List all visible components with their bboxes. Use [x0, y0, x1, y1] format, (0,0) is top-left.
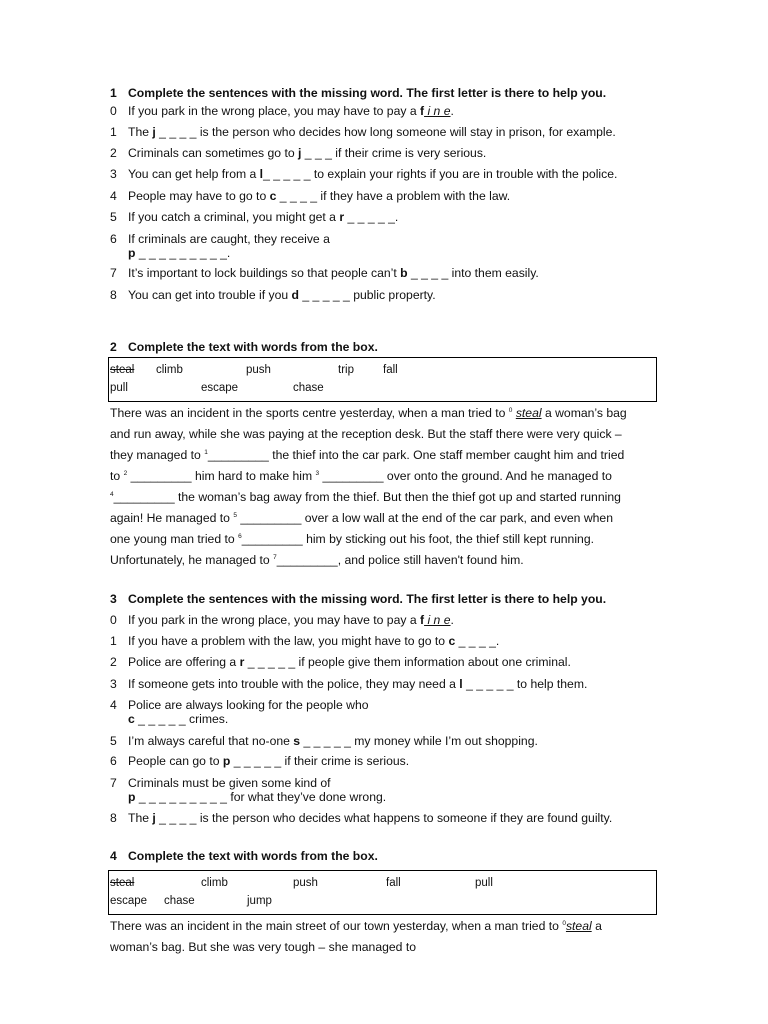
sentence-item	[110, 104, 454, 118]
example-answer: i n e	[424, 613, 451, 627]
sentence-text	[128, 167, 617, 181]
text-line	[110, 916, 670, 937]
example-answer: steal	[565, 919, 592, 933]
text-fragment: There was an incident in the sports centre yesterday, when a man tried to	[110, 406, 509, 420]
first-letter: b	[400, 266, 408, 280]
sentence-text	[128, 125, 616, 139]
item-number: 8	[110, 288, 117, 302]
sentence-item	[110, 698, 369, 726]
first-letter: c	[128, 712, 135, 726]
item-number: 4	[110, 698, 117, 712]
sentence-text-part: People may have to go to	[128, 189, 270, 203]
box-word: push	[293, 877, 318, 889]
sentence-text-part: If you park in the wrong place, you may have to pay a	[128, 104, 420, 118]
first-letter: c	[269, 189, 277, 203]
text-fragment: a	[591, 919, 602, 933]
item-number: 6	[110, 754, 117, 768]
text-fragment: _________ him by sticking out his foot, the thief still kept running.	[241, 532, 594, 546]
text-fragment: a woman’s bag	[541, 406, 627, 420]
first-letter: p	[128, 246, 136, 260]
first-letter: c	[448, 634, 456, 648]
box-word: escape	[201, 382, 239, 394]
sentence-item	[110, 232, 330, 260]
sentence-text	[128, 210, 398, 224]
item-number: 6	[110, 232, 117, 246]
sentence-text-part: The	[128, 125, 153, 139]
first-letter: r	[239, 655, 245, 669]
sentence-text	[128, 189, 510, 203]
text-fragment: woman’s bag. But she was very tough – she managed to	[110, 940, 417, 954]
gap-number: 1	[204, 449, 208, 456]
section-2-heading: 2 Complete the text with words from the box.	[110, 340, 378, 354]
item-number: 4	[110, 189, 117, 203]
item-number: 1	[110, 634, 117, 648]
first-letter: f	[420, 613, 425, 627]
first-letter: l	[459, 677, 463, 691]
sentence-text-part: _ _ _ _ _ my money while I’m out shopping.	[300, 734, 538, 748]
box-word: pull	[110, 382, 128, 394]
sentence-item	[110, 655, 571, 669]
gap-number: 0	[508, 407, 513, 414]
sentence-item	[110, 189, 510, 203]
sentence-text	[128, 734, 538, 748]
text-fragment: _________ the thief into the car park. One staff member caught him and tried	[207, 448, 625, 462]
gap-number: 4	[110, 491, 114, 498]
sentence-text-part: _ _ _ _ _ _ _ _ _ for what they’ve done wrong.	[135, 790, 387, 804]
sentence-text-part: _ _ _ _ is the person who decides how long someone will stay in prison, for example.	[155, 125, 616, 139]
first-letter: l	[259, 167, 264, 181]
sentence-text-part: If criminals are caught, they receive a	[128, 232, 330, 246]
text-line	[110, 529, 670, 550]
first-letter: p	[128, 790, 136, 804]
text-fragment: to	[110, 469, 124, 483]
text-line	[110, 508, 670, 529]
text-fragment: one young man tried to	[110, 532, 239, 546]
item-number: 3	[110, 677, 117, 691]
sentence-text-part: Criminals can sometimes go to	[128, 146, 299, 160]
box-word: steal	[110, 877, 135, 889]
sentence-text	[128, 811, 612, 825]
sentence-item	[110, 634, 499, 648]
section-1-heading: 1 Complete the sentences with the missing word. The first letter is there to help you.	[110, 86, 607, 100]
text-fragment: _________ over onto the ground. And he managed to	[319, 469, 612, 483]
sentence-text-part: You can get help from a	[128, 167, 260, 181]
text-line	[110, 487, 670, 508]
sentence-item	[110, 613, 454, 627]
sentence-text-part: _ _ _ _.	[455, 634, 500, 648]
gap-number: 7	[273, 554, 277, 561]
section-2-text	[110, 403, 670, 571]
text-line	[110, 403, 670, 424]
box-word: fall	[383, 364, 398, 376]
text-line	[110, 445, 670, 466]
sentence-text	[128, 655, 571, 669]
first-letter: r	[339, 210, 345, 224]
box-word: fall	[386, 877, 401, 889]
sentence-text-part: _ _ _ _ _ _ _ _ _.	[135, 246, 231, 260]
sentence-text	[128, 104, 454, 118]
item-number: 5	[110, 210, 117, 224]
sentence-text-part: I’m always careful that no-one	[128, 734, 294, 748]
sentence-text-part: _ _ _ _ _ if their crime is serious.	[230, 754, 410, 768]
box-word: climb	[156, 364, 183, 376]
first-letter: j	[152, 811, 156, 825]
item-number: 2	[110, 146, 117, 160]
text-fragment: _________ the woman’s bag away from the thief. But then the thief got up and started running	[113, 490, 621, 504]
item-number: 8	[110, 811, 117, 825]
sentence-text	[128, 266, 539, 280]
box-word: push	[246, 364, 271, 376]
box-word: trip	[338, 364, 354, 376]
sentence-text-part: _ _ _ _ _ to help them.	[462, 677, 588, 691]
sentence-item	[110, 125, 616, 139]
box-word: escape	[110, 895, 148, 907]
box-word: chase	[164, 895, 195, 907]
sentence-text	[128, 776, 386, 804]
sentence-item	[110, 288, 436, 302]
text-fragment: and run away, while she was paying at the reception desk. But the staff there were very quick –	[110, 427, 622, 441]
first-letter: d	[291, 288, 299, 302]
text-line	[110, 424, 670, 445]
sentence-text	[128, 146, 486, 160]
first-letter: f	[420, 104, 425, 118]
box-word: jump	[247, 895, 272, 907]
example-answer: steal	[515, 406, 542, 420]
first-letter: j	[152, 125, 156, 139]
text-fragment: they managed to	[110, 448, 205, 462]
sentence-item	[110, 754, 409, 768]
box-word: chase	[293, 382, 324, 394]
sentence-text-part: _ _ _ _ _ if people give them information about one criminal.	[244, 655, 571, 669]
sentence-text-part: If you catch a criminal, you might get a	[128, 210, 340, 224]
item-number: 1	[110, 125, 117, 139]
sentence-text-part: _ _ _ _ _ to explain your rights if you are in trouble with the police.	[263, 167, 618, 181]
box-word: pull	[475, 877, 493, 889]
gap-number: 3	[315, 470, 320, 477]
sentence-item	[110, 167, 617, 181]
item-number: 7	[110, 266, 117, 280]
section-3-heading: 3 Complete the sentences with the missing word. The first letter is there to help you.	[110, 592, 607, 606]
sentence-item	[110, 776, 386, 804]
sentence-text	[128, 634, 499, 648]
item-number: 3	[110, 167, 117, 181]
sentence-text-part: Police are always looking for the people who	[128, 698, 369, 712]
sentence-text-part: Police are offering a	[128, 655, 240, 669]
sentence-text	[128, 754, 409, 768]
sentence-text-part: _ _ _ _ _ crimes.	[134, 712, 229, 726]
sentence-text-part: The	[128, 811, 153, 825]
text-fragment: _________ him hard to make him	[127, 469, 316, 483]
text-line	[110, 550, 670, 571]
example-answer: i n e	[424, 104, 451, 118]
sentence-text	[128, 677, 587, 691]
sentence-text	[128, 232, 330, 260]
sentence-text-part: If you have a problem with the law, you might have to go to	[128, 634, 449, 648]
sentence-text-part: .	[450, 613, 454, 627]
sentence-text-part: Criminals must be given some kind of	[128, 776, 331, 790]
first-letter: s	[293, 734, 301, 748]
sentence-text-part: _ _ _ _ _.	[344, 210, 399, 224]
gap-number: 0	[562, 920, 566, 927]
sentence-item	[110, 146, 486, 160]
sentence-text	[128, 698, 369, 726]
sentence-text-part: _ _ _ if their crime is very serious.	[301, 146, 487, 160]
first-letter: j	[298, 146, 302, 160]
box-word: steal	[110, 364, 135, 376]
text-line	[110, 466, 670, 487]
item-number: 5	[110, 734, 117, 748]
word-box-2	[108, 357, 657, 402]
sentence-text-part: _ _ _ _ _ public property.	[298, 288, 436, 302]
word-box-4	[108, 870, 657, 915]
sentence-text-part: .	[450, 104, 454, 118]
sentence-text	[128, 288, 436, 302]
text-fragment: _________ over a low wall at the end of the car park, and even when	[236, 511, 613, 525]
item-number: 2	[110, 655, 117, 669]
sentence-text-part: _ _ _ _ is the person who decides what happens to someone if they are found guilty.	[155, 811, 613, 825]
sentence-text-part: If you park in the wrong place, you may have to pay a	[128, 613, 420, 627]
text-fragment: There was an incident in the main street of our town yesterday, when a man tried to	[110, 919, 563, 933]
text-line	[110, 937, 670, 958]
sentence-text-part: If someone gets into trouble with the police, they may need a	[128, 677, 460, 691]
gap-number: 6	[238, 533, 242, 540]
first-letter: p	[222, 754, 231, 768]
sentence-text-part: You can get into trouble if you	[128, 288, 292, 302]
section-4-heading: 4 Complete the text with words from the box.	[110, 849, 378, 863]
sentence-text-part: _ _ _ _ into them easily.	[407, 266, 539, 280]
item-number: 0	[110, 613, 117, 627]
text-fragment: Unfortunately, he managed to	[110, 553, 274, 567]
sentence-text-part: It’s important to lock buildings so that people can’t	[128, 266, 401, 280]
text-fragment: again! He managed to	[110, 511, 234, 525]
sentence-item	[110, 811, 612, 825]
sentence-item	[110, 734, 538, 748]
item-number: 7	[110, 776, 117, 790]
item-number: 0	[110, 104, 117, 118]
sentence-item	[110, 266, 539, 280]
sentence-text-part: People can go to	[128, 754, 223, 768]
text-fragment: _________, and police still haven't found him.	[276, 553, 524, 567]
sentence-text	[128, 613, 454, 627]
sentence-item	[110, 210, 398, 224]
gap-number: 2	[123, 470, 128, 477]
gap-number: 5	[233, 512, 237, 519]
box-word: climb	[201, 877, 228, 889]
section-4-text	[110, 916, 670, 958]
sentence-text-part: _ _ _ _ if they have a problem with the law.	[276, 189, 511, 203]
sentence-item	[110, 677, 587, 691]
